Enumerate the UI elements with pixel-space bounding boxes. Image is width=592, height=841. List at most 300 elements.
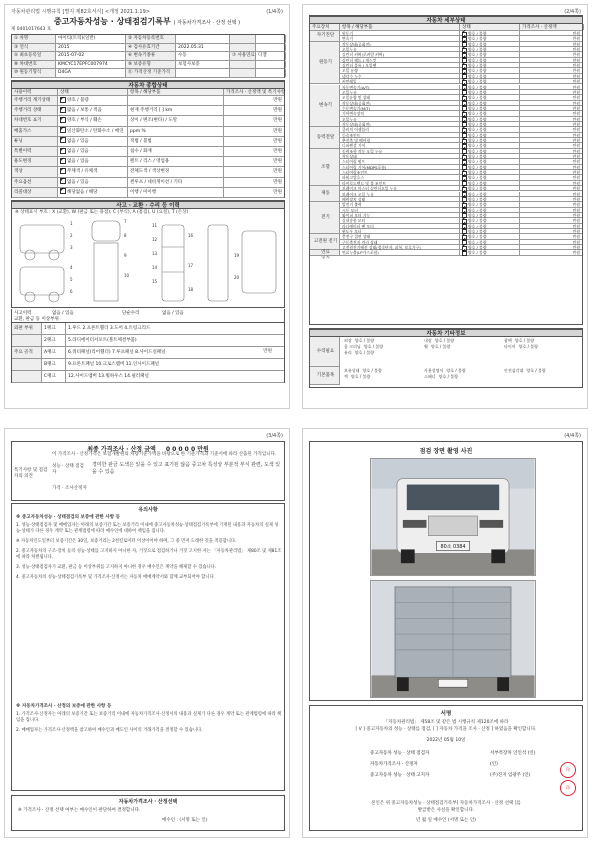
detail-item: 작동상태 — [340, 154, 460, 158]
sign-role: 중고자동차 성능 · 상태 점검자 — [370, 751, 430, 756]
rank-row — [12, 335, 284, 347]
detail-price: 만원 — [572, 245, 580, 250]
notice-paragraph: 4. 중고자동차의 성능·상태점검기록부 및 가격조사·산정서는 자동차 매매계약서와 함께 교부되어야 합니다. — [16, 575, 215, 580]
detail-group-label: 원동기 — [310, 42, 340, 85]
sign-role: 자동차가격조사 · 산정자 — [370, 762, 418, 767]
main-item-status: ✔ 해당없음 / 해당 — [58, 188, 128, 197]
rank-price: 만원 — [263, 349, 272, 354]
main-item-parts: 상이 / 변조(변타) / 도말 — [128, 116, 224, 125]
detail-status: ✔ 양호 / 불량 — [460, 218, 520, 222]
detail-status: ✔ 양호 / 불량 — [460, 133, 520, 137]
basic-info-row — [12, 61, 284, 70]
diagram-body-top — [94, 243, 118, 301]
rank-row — [12, 323, 284, 335]
detail-status: ✔ 양호 / 불량 — [460, 101, 520, 105]
page-number: (1/4쪽) — [266, 9, 283, 15]
license-plate: 80소 0384 — [440, 543, 466, 550]
diagram-number: 17 — [188, 263, 194, 268]
detail-price: 만원 — [572, 207, 580, 213]
main-item-status: ✔ 많음 / 보통 / 적음 — [58, 106, 128, 115]
diagram-number: 10 — [124, 273, 130, 278]
detail-status: ✔ 양호 / 불량 — [460, 186, 520, 190]
detail-item: 스티어링조인트 — [340, 170, 460, 174]
main-item-label: 특별이력 — [12, 147, 58, 156]
detail-item: 라디에이터 팬 모터 — [340, 224, 460, 228]
detail-status: ✔ 양호 / 불량 — [460, 213, 520, 217]
detail-price: 만원 — [572, 31, 580, 36]
checkbox-checked — [60, 178, 66, 184]
other-item: 스패너 양호 / 불량 — [424, 374, 458, 379]
detail-price: 만원 — [572, 105, 580, 111]
main-status-row — [12, 127, 284, 137]
detail-status: ✔ 양호 / 불량 — [460, 234, 520, 238]
main-status-row — [12, 116, 284, 126]
detail-price: 만원 — [572, 63, 580, 69]
front-photo — [370, 458, 536, 576]
notice-sub1: ※ 중고자동차성능 · 상태점검의 보증에 관한 사항 등 — [16, 515, 120, 520]
detail-status: ✔ 양호 / 불량 — [460, 122, 520, 126]
detail-item: 오일누유 — [340, 90, 460, 94]
other-item: 타이어 양호 / 불량 — [504, 344, 538, 349]
diagram-frame — [162, 225, 184, 301]
section-detail: 자동차 세부상태 — [310, 16, 582, 24]
detail-price: 만원 — [572, 191, 580, 197]
detail-status: ✔ 양호 / 불량 — [460, 63, 520, 67]
sign-text-2: [ V ] 중고자동차의 성능 · 상태를 점검, [ ] 자동차 가격을 조사 · 산정 ] 하였음을 확인합니다. — [355, 727, 537, 732]
main-item-label: 색상 — [12, 167, 58, 176]
sign-text-1: 「자동차관리법」 제58조 및 같은 법 시행규칙 제120조에 따라 — [383, 720, 509, 725]
detail-status: ✔ 양호 / 불량 — [460, 106, 520, 110]
basic-info-row — [12, 69, 284, 78]
main-item-label: 차대번호 표기 — [12, 116, 58, 125]
detail-price: 만원 — [572, 159, 580, 165]
checkbox-checked — [60, 97, 66, 103]
basic-label: ⑥ 변속기종류 — [126, 52, 176, 60]
detail-item: 오일 유량 — [340, 68, 460, 72]
diagram-wheel — [25, 292, 35, 302]
other-item: 잭 양호 / 불량 — [344, 374, 371, 379]
basic-value: 수동 — [176, 52, 230, 60]
special-label: 특기사항 및 점검자의 의견 — [14, 468, 48, 479]
notice-paragraph: 2. 매매업자는 가격조사·산정액을 참고하여 매수인과 매도인 사이의 거래가격을 결정할 수 있습니다. — [16, 728, 203, 733]
detail-price: 만원 — [572, 68, 580, 74]
detail-price: 만원 — [572, 228, 580, 234]
detail-item: 배력장치 상태 — [340, 197, 460, 201]
diagram-number: 6 — [70, 289, 73, 294]
main-item-parts: 렌트 / 리스 / 영업용 — [128, 157, 224, 166]
main-item-status: ✔ 없음 / 있음 — [58, 178, 128, 187]
detail-item: 오일누유 — [340, 117, 460, 121]
detail-item: 디퍼렌셜 기어 — [340, 143, 460, 147]
detail-price: 만원 — [572, 186, 580, 192]
diagram-number: 18 — [188, 287, 194, 292]
seal-stamp: 印 — [560, 762, 576, 778]
detail-status: ✔ 양호 / 불량 — [460, 90, 520, 94]
detail-status: ✔ 양호 / 불량 — [460, 47, 520, 51]
basic-info-row — [12, 52, 284, 61]
main-item-parts: 적법 / 불법 — [128, 137, 224, 146]
rank-level: 1랭크 — [42, 323, 66, 334]
title-sub: ( 자동차가격조사 · 산정 선택 ) — [173, 20, 241, 26]
form-header: 자동차관리법 시행규칙 [별지 제82호서식] <개정 2021.1.19> — [11, 9, 150, 15]
detail-status: ✔ 양호 / 불량 — [460, 181, 520, 185]
detail-item: 기어변속장치 — [340, 111, 460, 115]
main-status-row — [12, 96, 284, 106]
detail-price: 만원 — [572, 202, 580, 208]
detail-price: 만원 — [572, 180, 580, 186]
diagram-number: 8 — [124, 233, 127, 238]
detail-item: 브레이크 오일 누유 — [340, 192, 460, 196]
detail-status: ✔ 양호 / 불량 — [460, 42, 520, 46]
rank-level: C랭크 — [42, 371, 66, 382]
detail-status: ✔ 양호 / 불량 — [460, 79, 520, 83]
basic-value: D4GA — [56, 69, 126, 77]
detail-item: 추진축 및 베어링 — [340, 138, 460, 142]
detail-price: 만원 — [572, 73, 580, 79]
notice-sub2: ※ 자동차가격조사 · 산정의 보증에 관한 사항 등 — [16, 704, 112, 709]
basic-value — [256, 44, 286, 52]
other-item: 보유상태 양호 / 불량 — [344, 368, 382, 373]
main-item-price: 만원 — [273, 189, 282, 195]
price-select-title: 자동차가격조사 · 산정선택 — [118, 799, 178, 805]
detail-item: 원동기 — [340, 31, 460, 35]
other-item: 외장 양호 / 불량 — [344, 338, 375, 343]
main-item-status: ✔ 양호 / 불량 — [58, 96, 128, 105]
detail-status: ✔ 양호 / 불량 — [460, 175, 520, 179]
detail-item: 실린더 헤드 / 개스킷 — [340, 58, 460, 62]
detail-row — [340, 250, 582, 255]
detail-item: 스티어링 기어(MDPS포함) — [340, 165, 460, 169]
sign-title: 서명 — [440, 711, 452, 717]
final-amount: 0 0 0 0 0 만원 — [165, 446, 209, 453]
detail-price: 만원 — [572, 132, 580, 138]
rank-group: 주요 골격 — [12, 347, 42, 358]
diagram-number: 16 — [188, 233, 194, 238]
detail-item: 클러치 어셈블리 — [340, 127, 460, 131]
main-item-label: 주행거리 계기상태 — [12, 96, 58, 105]
diagram-cab-side — [20, 225, 64, 253]
doc-number: 제 0401017643 호 — [11, 27, 52, 32]
detail-status: ✔ 양호 / 불량 — [460, 95, 520, 99]
sign-date: 2022년 05월 10일 — [426, 738, 466, 743]
main-item-parts: 현재 주행거리 [ ] km — [128, 106, 224, 115]
basic-value: KMCYC17EPFC007974 — [56, 61, 126, 69]
detail-status: ✔ 양호 / 불량 — [460, 58, 520, 62]
form-title — [5, 16, 289, 27]
main-item-price: 만원 — [273, 98, 282, 103]
sign-row — [370, 759, 570, 770]
simple-repair-value: 없음 / 있음 — [162, 311, 184, 316]
detail-status: ✔ 양호 / 불량 — [460, 250, 520, 254]
detail-price: 만원 — [572, 47, 580, 53]
main-item-price: 만원 — [273, 159, 282, 165]
detail-item: 실린더 블록 / 오일팬 — [340, 63, 460, 67]
main-item-price: 만원 — [273, 169, 282, 175]
detail-price: 만원 — [572, 57, 580, 63]
checkbox-checked — [60, 127, 66, 133]
section-other: 자동차 기타정보 — [310, 329, 582, 337]
detail-item: 스티어링 펌프 — [340, 159, 460, 163]
detail-status: ✔ 양호 / 불량 — [460, 127, 520, 131]
diagram-number: 20 — [234, 275, 240, 280]
final-price-box — [11, 441, 285, 501]
page-number: (2/4쪽) — [564, 9, 581, 15]
notice-paragraph: 2. 중고자동차의 구조·장치 등의 성능·상태를 고지하지 아니한 자, 거짓으로 점검하거나 거짓 고지한 자는 「자동차관리법」 제80조 및 제81조에 따라 처벌됩니다. — [16, 549, 282, 560]
accident-yn-row: 사고이력 없음 / 있음 단순수리 없음 / 있음 교환, 판금 등 이상부위 — [11, 309, 285, 323]
vehicle-diagram — [12, 217, 284, 307]
detail-item: 파워고압호스 — [340, 175, 460, 179]
other-group-label: 수리필요 — [310, 337, 340, 367]
detail-price: 만원 — [572, 143, 580, 149]
detail-price: 만원 — [572, 121, 580, 127]
detail-price: 만원 — [572, 170, 580, 176]
other-item: 안전삼각대 양호 / 불량 — [504, 368, 546, 373]
detail-group-label: 동력전달 — [310, 127, 340, 148]
diagram-cab-top — [92, 221, 120, 241]
other-item: 광택 양호 / 불량 — [504, 338, 535, 343]
notice-box — [11, 503, 285, 791]
signature-box — [309, 705, 583, 831]
diagram-number: 3 — [70, 245, 73, 250]
detail-price: 만원 — [572, 223, 580, 229]
other-item: 사용설명서 양호 / 불량 — [424, 368, 466, 373]
rank-items: 12.사이드멤버 13.휠하우스 14.필러패널 — [68, 374, 149, 379]
main-item-status: ✔ 일산화탄소 / 탄화수소 / 매연 — [58, 127, 128, 136]
basic-label: ⑦ 사용연료 — [232, 53, 255, 59]
main-item-parts — [128, 96, 224, 105]
photo-box — [309, 441, 583, 701]
detail-status: ✔ 양호 / 불량 — [460, 165, 520, 169]
diagram-cab-side — [20, 267, 64, 295]
rank-group — [12, 359, 42, 370]
detail-item: 등속조인트 — [340, 133, 460, 137]
detail-group-label: 변속기 — [310, 85, 340, 128]
detail-price: 만원 — [572, 116, 580, 122]
detail-item: 실린더 커버(로커암 커버) — [340, 52, 460, 56]
accident-yn-value: 없음 / 있음 — [52, 311, 74, 316]
final-label: 최종 가격조사 · 산정 금액 — [87, 446, 156, 453]
detail-status: ✔ 양호 / 불량 — [460, 245, 520, 249]
main-item-price: 만원 — [273, 128, 282, 134]
detail-item: 작동상태(공회전) — [340, 42, 460, 46]
detail-item: 윈도우 모터 — [340, 229, 460, 233]
detail-item: 커먼레일 — [340, 79, 460, 83]
main-item-price: 만원 — [273, 108, 282, 114]
diagram-number: 1 — [70, 221, 73, 226]
main-item-label: 튜닝 — [12, 137, 58, 146]
basic-value: 2022.05.31 — [176, 44, 230, 52]
detail-price: 만원 — [572, 52, 580, 58]
main-item-status: ✔ 없음 / 있음 — [58, 137, 128, 146]
detail-price: 만원 — [572, 239, 580, 245]
main-status-row — [12, 188, 284, 198]
main-status-row — [12, 106, 284, 116]
other-item: 룸 크리닝 양호 / 불량 — [344, 344, 384, 349]
main-status-table — [11, 80, 285, 198]
detail-item: 와이퍼 모터 기능 — [340, 213, 460, 217]
detail-status: ✔ 양호 / 불량 — [460, 202, 520, 206]
detail-group-label: 자기진단 — [310, 31, 340, 42]
rear-photo — [370, 580, 536, 698]
basic-label — [230, 44, 256, 52]
page-number: (3/4쪽) — [266, 433, 283, 439]
other-info-table — [309, 328, 583, 388]
rank-row — [12, 347, 284, 359]
detail-status: ✔ 양호 / 불량 — [460, 74, 520, 78]
detail-status: ✔ 양호 / 불량 — [460, 138, 520, 142]
detail-status: ✔ 양호 / 불량 — [460, 111, 520, 115]
diagram-wheel — [49, 250, 59, 260]
rank-level: A랭크 — [42, 347, 66, 358]
detail-price: 만원 — [572, 250, 580, 256]
detail-status: ✔ 양호 / 불량 — [460, 224, 520, 228]
page-3 — [4, 428, 290, 838]
detail-status: ✔ 양호 / 불량 — [460, 229, 520, 233]
checkbox-checked — [462, 251, 467, 256]
basic-value: 마이티(트럭)(일반) — [56, 35, 126, 43]
checkbox-checked — [60, 117, 66, 123]
other-item: 내장 양호 / 불량 — [424, 338, 455, 343]
basic-value — [256, 61, 286, 69]
page-number: (4/4쪽) — [564, 433, 581, 439]
notice-paragraph: ※ 자동차인도일부터 보증기간은 30일, 보증거리는 2천킬로미터 이상이어야 하며, 그 중 먼저 도래한 것을 적용합니다. — [16, 539, 237, 544]
diagram-number: 19 — [234, 253, 240, 258]
detail-group-label: 전기 — [310, 202, 340, 234]
special-inspect: 성능 · 상태 점검자 — [52, 464, 84, 475]
main-item-status: ✔ 무채색 / 유채색 — [58, 167, 128, 176]
detail-price: 만원 — [572, 89, 580, 95]
detail-status: ✔ 양호 / 불량 — [460, 159, 520, 163]
basic-label: ④ 검사유효기간 — [126, 44, 176, 52]
detail-item: 자동변속기(A/T) — [340, 85, 460, 89]
detail-item: 냉각수 누수 — [340, 74, 460, 78]
detail-status: ✔ 양호 / 불량 — [460, 36, 520, 40]
accident-section — [11, 200, 285, 308]
final-note: 이 가격조사 · 산정가격은 보험개발원의 차량기준가액을 바탕으로 한 기준가격과 기준서에 따라 산출된 가격입니다. — [52, 452, 277, 457]
diagram-number: 15 — [152, 279, 158, 284]
basic-label: ⑨ 보증유형 — [126, 61, 176, 69]
basic-value: 보험사보증 — [176, 61, 230, 69]
detail-price: 만원 — [572, 36, 580, 42]
rank-row — [12, 359, 284, 371]
detail-price: 만원 — [572, 154, 580, 160]
diagram-number: 4 — [70, 265, 73, 270]
rank-group: 외판 부위 — [12, 323, 42, 334]
detail-status: ✔ 양호 / 불량 — [460, 117, 520, 121]
photo-title: 점검 장면 촬영 사진 — [419, 448, 473, 455]
main-item-status: ✔ 없음 / 있음 — [58, 157, 128, 166]
detail-item: 수동변속기(M/T) — [340, 106, 460, 110]
detail-item: 연료누출(LP가스포함) — [340, 250, 460, 254]
basic-value — [176, 69, 230, 77]
basic-label: ② 자동차등록번호 — [126, 35, 176, 43]
main-item-label: 리콜대상 — [12, 188, 58, 197]
section-accident: 사고 · 교환 · 수리 등 이력 — [12, 201, 284, 209]
main-item-parts: 침수 / 화재 — [128, 147, 224, 156]
rank-items: 6.쿼터패널(리어휀더) 7.루프패널 8.사이드실패널 — [68, 350, 166, 355]
diagram-number: 13 — [152, 251, 158, 256]
main-status-row — [12, 157, 284, 167]
detail-price: 만원 — [572, 111, 580, 117]
main-item-status: ✔ 없음 / 있음 — [58, 147, 128, 156]
main-item-price: 만원 — [273, 179, 282, 185]
basic-label: ⑤ 최초등록일 — [12, 52, 56, 60]
diagram-wheel — [49, 292, 59, 302]
sign-name: (주)진지 임광주 (인) — [490, 773, 531, 778]
main-item-label: 배출가스 — [12, 127, 58, 136]
page-4 — [302, 428, 588, 838]
detail-group-label: 고전원 전기장치 — [310, 234, 340, 250]
diagram-number: 7 — [124, 219, 127, 224]
detail-item: 오일누유 — [340, 47, 460, 51]
checkbox-checked — [60, 168, 66, 174]
detail-item: 시동 모터 — [340, 208, 460, 212]
basic-info-row — [12, 44, 284, 53]
receipt-1: 본인은 위 중고자동차성능 · 상태점검기록부[ 자동차가격조사 · 산정 선택 ]를 — [371, 801, 521, 806]
other-item: 유리 양호 / 불량 — [344, 350, 375, 355]
sign-name: 서부특장차 인인석 (인) — [490, 751, 536, 756]
page-2 — [302, 4, 588, 409]
detail-status: ✔ 양호 / 불량 — [460, 85, 520, 89]
detail-item: 작동상태(공회전) — [340, 122, 460, 126]
basic-label — [230, 35, 256, 43]
detail-status: ✔ 양호 / 불량 — [460, 192, 520, 196]
checkbox-checked — [60, 137, 66, 143]
main-item-parts: 썬루프 / 네비게이션 / 기타 — [128, 178, 224, 187]
other-item: 휠 양호 / 불량 — [424, 344, 451, 349]
detail-price: 만원 — [572, 100, 580, 106]
diagram-number: 2 — [70, 233, 73, 238]
detail-status: ✔ 양호 / 불량 — [460, 170, 520, 174]
title-text: 중고자동차성능 · 상태점검기록부 — [53, 17, 171, 26]
detail-price: 만원 — [572, 212, 580, 218]
detail-price: 만원 — [572, 84, 580, 90]
main-item-price: 만원 — [273, 138, 282, 144]
notice-paragraph: 1. 성능·상태점검자 및 매매업자는 아래의 보증기간 또는 보증거리 이내에 중고자동차성능·상태점검기록부에 기재된 내용과 자동차의 실제 성능·상태가 다른 경우 계약 또는 관계법령에 따라 매수인에 대하여 책임을 집니다. — [16, 523, 279, 534]
checkbox-checked — [60, 148, 66, 154]
basic-value: 디젤 — [256, 52, 286, 60]
diagram-number: 12 — [152, 237, 158, 242]
main-status-row — [12, 137, 284, 147]
rank-level: 2랭크 — [42, 335, 66, 346]
detail-item: 타이로드엔드 및 볼 조인트 — [340, 181, 460, 185]
basic-label: ⑧ 차대번호 — [12, 61, 56, 69]
checkbox-checked — [60, 158, 66, 164]
checkbox-checked — [60, 107, 66, 113]
main-status-row — [12, 167, 284, 177]
detail-price: 만원 — [572, 95, 580, 101]
sign-row — [370, 770, 570, 781]
main-item-parts: ppm % — [128, 127, 224, 136]
basic-label — [230, 61, 256, 69]
detail-item: 동력조향 작동 오일 누유 — [340, 149, 460, 153]
rank-items: 5.라디에이터서포트(볼트체결부품) — [68, 338, 137, 343]
basic-label: ⑩ 원동기형식 — [12, 69, 56, 77]
rank-row — [12, 371, 284, 383]
checkbox-checked — [60, 188, 66, 194]
detail-item: 브레이크 마스터 실린더오일 누유 — [340, 186, 460, 190]
detail-status-table — [309, 15, 583, 325]
rank-level: B랭크 — [42, 359, 66, 370]
rank-group — [12, 371, 42, 382]
detail-status: ✔ 양호 / 불량 — [460, 208, 520, 212]
detail-price: 만원 — [572, 164, 580, 170]
detail-price: 만원 — [572, 148, 580, 154]
frame-label: 교환, 판금 등 이상부위 — [14, 317, 59, 322]
notice-paragraph: 3. 성능·상태점검자가 교환, 판금 등 이상부위를 고지하지 아니한 경우 매수인은 계약을 해제할 수 있습니다. — [16, 565, 217, 570]
special-price: 가격 · 조사산정자 — [52, 486, 87, 491]
main-item-price: 만원 — [273, 149, 282, 154]
